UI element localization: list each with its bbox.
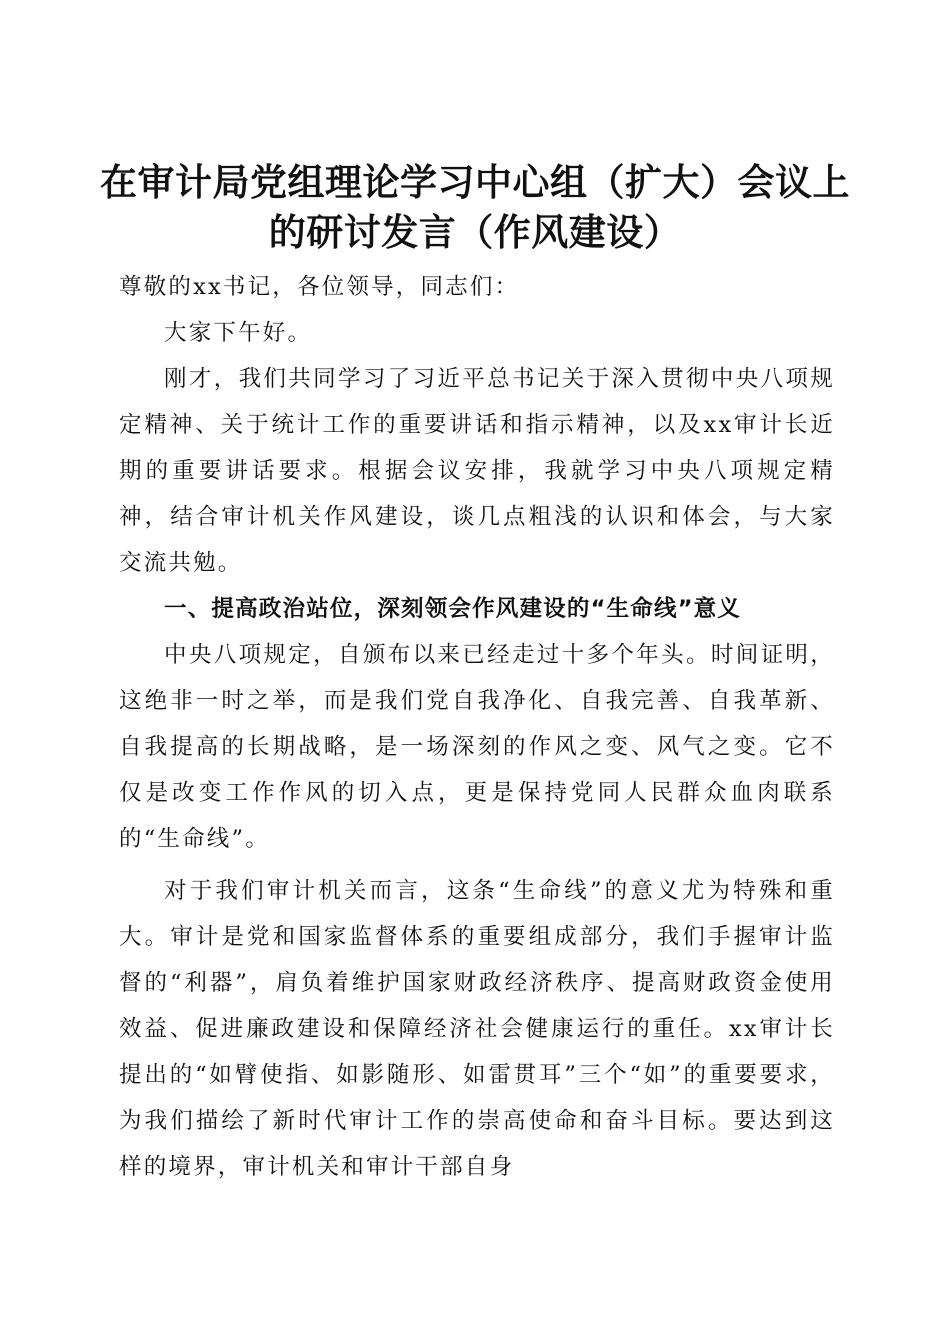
greeting: 大家下午好。 <box>164 320 313 346</box>
intro-paragraph: 刚才，我们共同学习了习近平总书记关于深入贯彻中央八项规定精神、关于统计工作的重要讲话和指示精神，以及xx审计长近期的重要讲话要求。根据会议安排，我就学习中央八项规定精神，结合审计机关作风建设，谈几点粗浅的认识和体会，与大家交流共勉。 <box>119 366 835 576</box>
section1-paragraph-2: 对于我们审计机关而言，这条“生命线”的意义尤为特殊和重大。审计是党和国家监督体系的重要组成部分，我们手握审计监督的“利器”，肩负着维护国家财政经济秩序、提高财政资金使用效益、促进廉政建设和保障经济社会健康运行的重任。xx审计长提出的“如臂使指、如影随形、如雷贯耳”三个“如”的重要要求，为我们描绘了新时代审计工作的崇高使命和奋斗目标。要达到这样的境界，审计机关和审计干部自身 <box>119 878 835 1180</box>
document-body <box>119 264 835 1190</box>
title-line-2: 的研讨发言（作风建设） <box>268 209 682 254</box>
salutation: 尊敬的xx书记，各位领导，同志们： <box>119 274 520 300</box>
section-heading-1: 一、提高政治站位，深刻领会作风建设的“生命线”意义 <box>164 596 742 622</box>
title-line-1: 在审计局党组理论学习中心组（扩大）会议上 <box>100 159 850 204</box>
document-title <box>100 157 850 257</box>
section1-paragraph-1: 中央八项规定，自颁布以来已经走过十多个年头。时间证明，这绝非一时之举，而是我们党自我净化、自我完善、自我革新、自我提高的长期战略，是一场深刻的作风之变、风气之变。它不仅是改变工作作风的切入点，更是保持党同人民群众血肉联系的“生命线”。 <box>119 642 835 852</box>
